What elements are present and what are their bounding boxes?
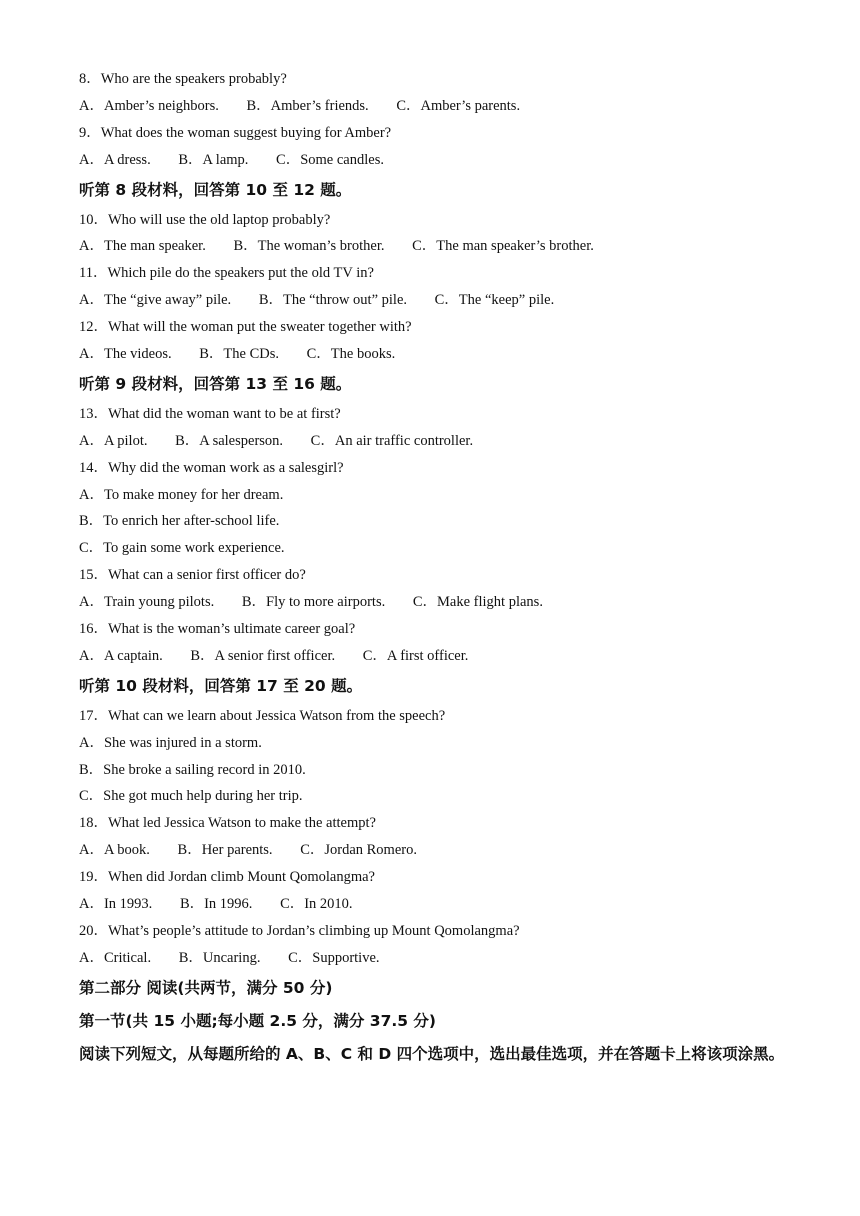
option-c: C．The “keep” pile. <box>434 292 555 309</box>
options-13 <box>79 428 799 455</box>
section-1-heading: 第一节(共 15 小题;每小题 2.5 分，满分 37.5 分) <box>79 1011 437 1030</box>
options-19 <box>79 891 799 918</box>
question-11: 11．Which pile do the speakers put the old TV in? <box>79 265 374 282</box>
option-c: C．Make flight plans. <box>412 594 543 611</box>
option-b: B．In 1996. <box>179 896 253 913</box>
option-c: C．The man speaker’s brother. <box>412 238 594 255</box>
option-a: A．She was injured in a storm. <box>79 734 262 751</box>
options-8 <box>79 93 799 120</box>
option-b: B．Uncaring. <box>178 949 261 966</box>
option-c: C．An air traffic controller. <box>310 432 474 449</box>
options-10 <box>79 233 799 260</box>
option-a: A．Train young pilots. <box>79 594 215 611</box>
option-b: B．The CDs. <box>199 346 279 363</box>
option-a: A．A dress. <box>79 151 151 168</box>
question-14: 14．Why did the woman work as a salesgirl? <box>79 459 344 476</box>
option-a: A．The “give away” pile. <box>79 292 232 309</box>
option-c: C．To gain some work experience. <box>79 540 285 557</box>
option-c: C．She got much help during her trip. <box>79 788 303 805</box>
option-b: B．She broke a sailing record in 2010. <box>79 761 306 778</box>
question-13: 13．What did the woman want to be at first? <box>79 405 341 422</box>
option-a: A．A pilot. <box>79 432 148 449</box>
question-9: 9．What does the woman suggest buying for Amber? <box>79 124 392 141</box>
option-c: C．Amber’s parents. <box>396 97 521 114</box>
reading-instruction: 阅读下列短文，从每题所给的 A、B、C 和 D 四个选项中，选出最佳选项，并在答题卡上将该项涂黑。 <box>79 1044 785 1063</box>
part-2-heading: 第二部分 阅读(共两节，满分 50 分) <box>79 978 333 997</box>
question-10: 10．Who will use the old laptop probably? <box>79 211 331 228</box>
option-b: B．The “throw out” pile. <box>258 292 407 309</box>
question-12: 12．What will the woman put the sweater together with? <box>79 319 412 336</box>
option-b: B．To enrich her after-school life. <box>79 513 280 530</box>
option-b: B．Amber’s friends. <box>246 97 369 114</box>
option-a: A．Amber’s neighbors. <box>79 97 219 114</box>
options-9 <box>79 147 799 174</box>
question-19: 19．When did Jordan climb Mount Qomolangma? <box>79 869 375 886</box>
section-heading-8: 听第 8 段材料，回答第 10 至 12 题。 <box>79 180 352 199</box>
option-c: C．The books. <box>306 346 396 363</box>
option-b: B．A lamp. <box>178 151 249 168</box>
option-c: C．Jordan Romero. <box>300 842 417 859</box>
option-b: B．The woman’s brother. <box>233 238 385 255</box>
option-a: A．Critical. <box>79 949 152 966</box>
option-b: B．Fly to more airports. <box>241 594 386 611</box>
option-a: A．The man speaker. <box>79 238 206 255</box>
option-b: B．Her parents. <box>177 842 273 859</box>
section-heading-9: 听第 9 段材料，回答第 13 至 16 题。 <box>79 374 352 393</box>
options-12 <box>79 341 799 368</box>
question-8: 8．Who are the speakers probably? <box>79 71 287 87</box>
options-20 <box>79 945 799 972</box>
option-c: C．Some candles. <box>276 151 384 168</box>
option-a: A．A book. <box>79 842 150 859</box>
options-18 <box>79 837 799 864</box>
question-20: 20．What’s people’s attitude to Jordan’s climbing up Mount Qomolangma? <box>79 922 520 939</box>
options-11 <box>79 287 799 314</box>
section-heading-10: 听第 10 段材料，回答第 17 至 20 题。 <box>79 676 363 695</box>
question-18: 18．What led Jessica Watson to make the attempt? <box>79 815 376 832</box>
option-b: B．A salesperson. <box>175 432 284 449</box>
option-c: C．In 2010. <box>280 896 353 913</box>
option-a: A．A captain. <box>79 647 163 664</box>
option-b: B．A senior first officer. <box>190 647 336 664</box>
option-c: C．A first officer. <box>362 647 469 664</box>
options-15 <box>79 589 799 616</box>
page-content <box>79 66 799 1071</box>
option-a: A．The videos. <box>79 346 172 363</box>
option-a: A．To make money for her dream. <box>79 486 284 503</box>
option-a: A．In 1993. <box>79 896 153 913</box>
question-15: 15．What can a senior first officer do? <box>79 567 306 584</box>
option-c: C．Supportive. <box>288 949 380 966</box>
options-16 <box>79 643 799 670</box>
question-16: 16．What is the woman’s ultimate career goal? <box>79 621 356 638</box>
question-17: 17．What can we learn about Jessica Watson from the speech? <box>79 707 446 724</box>
